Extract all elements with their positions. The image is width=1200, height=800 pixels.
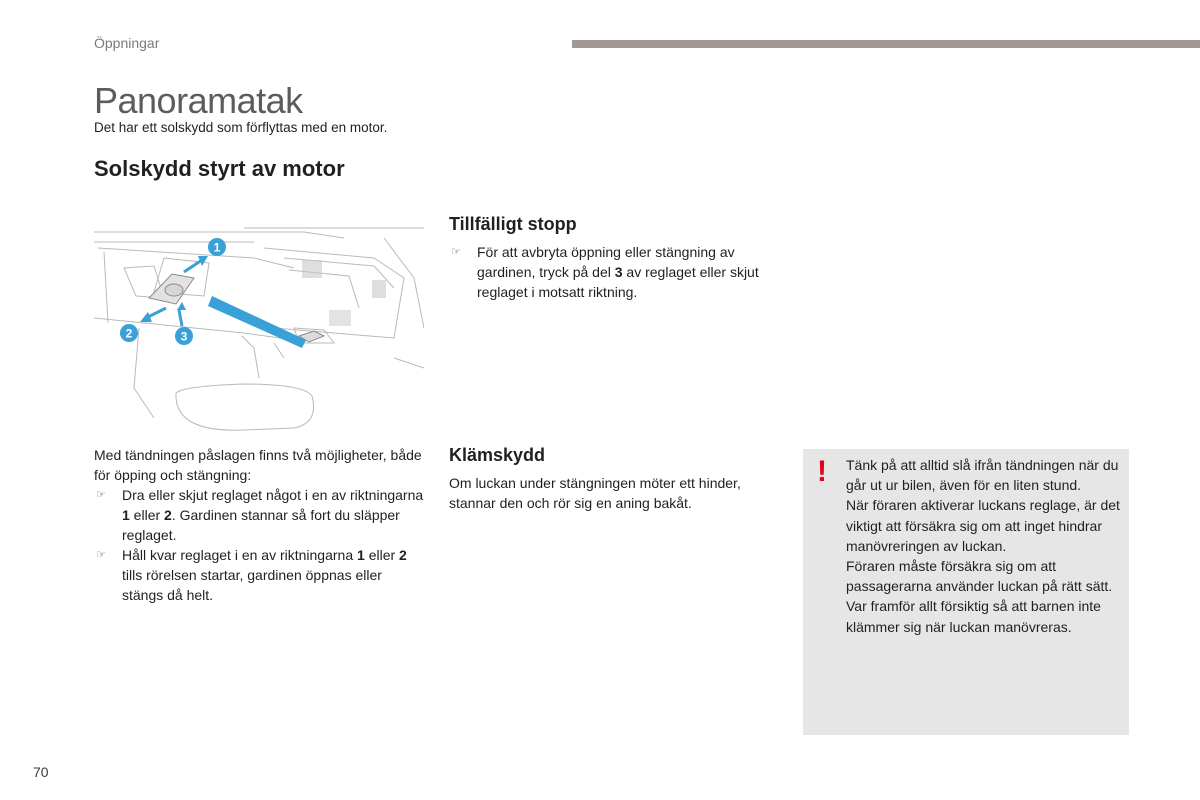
- temporary-stop-heading: Tillfälligt stopp: [449, 214, 577, 234]
- sunblind-control-illustration: [94, 218, 424, 433]
- section-subtitle: Solskydd styrt av motor: [94, 156, 345, 181]
- pinch-protection-text: Om luckan under stängningen möter ett hinder, stannar den och rör sig en aning bakåt.: [449, 475, 741, 511]
- warning-text: [846, 455, 1121, 637]
- left-column: [94, 445, 424, 605]
- temporary-stop-section: [449, 214, 779, 302]
- list-item: ☞ För att avbryta öppning eller stängning av gardinen, tryck på del 3 av reglaget eller skjut reglaget i motsatt riktning.: [451, 244, 759, 300]
- header-rule: [572, 40, 1200, 48]
- pointing-hand-icon: ☞: [451, 246, 461, 258]
- left-intro: Med tändningen påslagen finns två möjligheter, både för öpping och stängning:: [94, 447, 422, 483]
- list-item: ☞ Håll kvar reglaget i en av riktningarna 1 eller 2 tills rörelsen startar, gardinen öppnas eller stängs då helt.: [96, 547, 407, 603]
- warning-box: [803, 449, 1129, 735]
- pinch-protection-section: [449, 445, 784, 513]
- intro-text: Det har ett solskydd som förflyttas med en motor.: [94, 120, 388, 135]
- page-title: Panoramatak: [94, 80, 303, 121]
- list-item: ☞ Dra eller skjut reglaget något i en av riktningarna 1 eller 2. Gardinen stannar så fort du släpper reglaget.: [96, 487, 424, 543]
- callout-1-label: 1: [213, 240, 221, 255]
- pinch-protection-heading: Klämskydd: [449, 445, 546, 465]
- pointing-hand-icon: ☞: [96, 549, 106, 561]
- callout-2-label: 2: [125, 326, 133, 341]
- page-number: 70: [33, 764, 49, 780]
- pointing-hand-icon: ☞: [96, 489, 106, 501]
- warning-paragraph: Tänk på att alltid slå ifrån tändningen när du går ut ur bilen, även för en liten stund.: [846, 457, 1119, 494]
- warning-paragraph: Var framför allt försiktig så att barnen inte klämmer sig när luckan manövreras.: [846, 598, 1101, 635]
- section-label: Öppningar: [94, 35, 160, 51]
- callout-3-label: 3: [180, 329, 188, 344]
- warning-icon: !: [817, 455, 827, 488]
- warning-paragraph: När föraren aktiverar luckans reglage, är det viktigt att försäkra sig om att inget hindrar manövreringen av luckan.: [846, 497, 1120, 554]
- warning-paragraph: Föraren måste försäkra sig om att passagerarna använder luckan på rätt sätt.: [846, 558, 1113, 595]
